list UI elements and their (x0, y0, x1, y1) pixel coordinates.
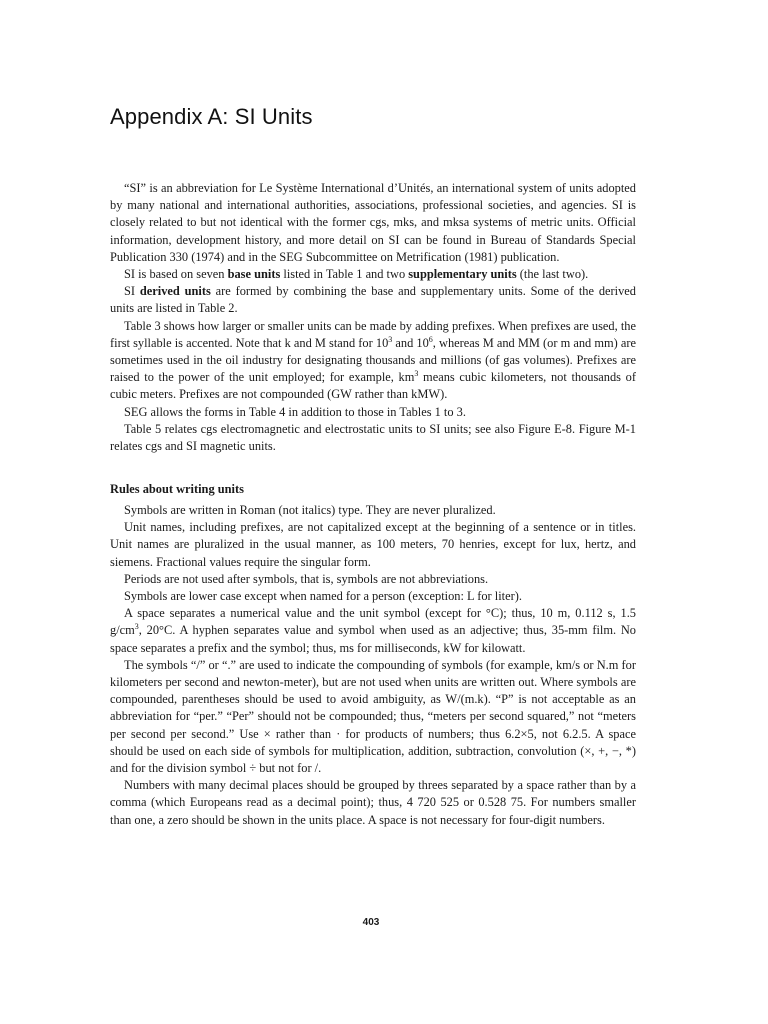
rule-paragraph-3: Periods are not used after symbols, that is, symbols are not abbreviations. (124, 571, 489, 586)
intro-paragraph-3 (110, 283, 636, 317)
exponent: 6 (428, 334, 433, 344)
rules-section (110, 502, 636, 829)
text-run: and 10 (392, 335, 429, 350)
derived-units-term: derived units (139, 284, 211, 299)
rule-paragraph-2: Unit names, including prefixes, are not capitalized except at the beginning of a sentence or in titles. Unit names are pluralized in the usual manner, as 100 meters, 70 henries, except for lux, hertz, and siemens. Fractional values require the singular form. (110, 520, 636, 569)
section-heading: Rules about writing units (110, 482, 244, 496)
rule-paragraph-7: Numbers with many decimal places should be grouped by threes separated by a space rather than by a comma (which Europeans read as a decimal point); thus, 4 720 525 or 0.528 75. For numbers smaller than one, a zero should be shown in the units place. A space is not necessary for four-digit numbers. (110, 778, 636, 827)
page-number: 403 (362, 917, 380, 928)
supplementary-units-term: supplementary units (408, 267, 517, 282)
intro-section (110, 180, 636, 455)
page-title: Appendix A: SI Units (110, 104, 313, 129)
rule-paragraph-4: Symbols are lower case except when named for a person (exception: L for liter). (124, 589, 522, 604)
exponent: 3 (388, 334, 393, 344)
rule-paragraph-1: Symbols are written in Roman (not italics) type. They are never pluralized. (124, 503, 496, 517)
intro-paragraph-5: SEG allows the forms in Table 4 in addition to those in Tables 1 to 3. (124, 404, 466, 419)
base-units-term: base units (227, 267, 281, 282)
text-run: , 20°C. A hyphen separates value and symbol when used as an adjective; thus, 35-mm film. No space separates a prefix and the symbol; thus, ms for milliseconds, kW for kilowatt. (110, 623, 636, 655)
rule-paragraph-5 (110, 605, 636, 657)
text-run: (the last two). (516, 267, 589, 282)
intro-paragraph-6: Table 5 relates cgs electromagnetic and electrostatic units to SI units; see also Figure E-8. Figure M-1 relates cgs and SI magnetic units. (110, 421, 636, 454)
text-run: SI (124, 284, 140, 299)
intro-paragraph-4 (110, 318, 636, 404)
text-run: Table 3 shows how larger or smaller units can be made by adding prefixes. When prefixes are used, the first syllable is accented. Note that k and M stand for 10 (110, 318, 636, 350)
text-run: , whereas M and MM (or m and mm) are sometimes used in the oil industry for designating thousands and millions (of gas volumes). Prefixes are raised to the power of the unit employed; for example, km (110, 335, 637, 385)
text-run: listed in Table 1 and two (280, 267, 409, 282)
text-run: are formed by combining the base and supplementary units. Some of the derived units are listed in Table 2. (110, 284, 636, 316)
exponent: 3 (134, 622, 139, 632)
intro-paragraph-1: “SI” is an abbreviation for Le Système International d’Unités, an international system of units adopted by many national and international authorities, associations, professional societies, and agencies. SI is closely related to but not identical with the former cgs, mks, and mksa systems of metric units. Official information, development history, and more detail on SI can be found in Bureau of Standards Special Publication 330 (1974) and in the SEG Subcommittee on Metrification (1981) publication. (110, 181, 636, 264)
text-run: A space separates a numerical value and the unit symbol (except for °C); thus, 10 m, 0.112 s, 1.5 g/cm (110, 606, 636, 638)
rule-paragraph-6: The symbols “/” or “.” are used to indicate the compounding of symbols (for example, km/s or N.m for kilometers per second and newton-meter), but are not used when units are written out. Where symbols are compounded, parentheses should be used to avoid ambiguity, as W/(m.k). “P” is not acceptable as an abbreviation for “per.” “Per” should not be compounded; thus, “meters per second squared,” not “meters per second per second.” Use × rather than · for products of numbers; thus 6.2×5, not 6.2.5. A space should be used on each side of symbols for multiplication, addition, subtraction, convolution (×, +, −, *) and for the division symbol ÷ but not for /. (110, 657, 636, 776)
text-run: SI is based on seven (124, 267, 228, 282)
text-run: means cubic kilometers, not thousands of cubic meters. Prefixes are not compounded (GW rather than kMW). (110, 370, 636, 402)
exponent: 3 (414, 369, 419, 379)
intro-paragraph-2 (110, 266, 636, 283)
